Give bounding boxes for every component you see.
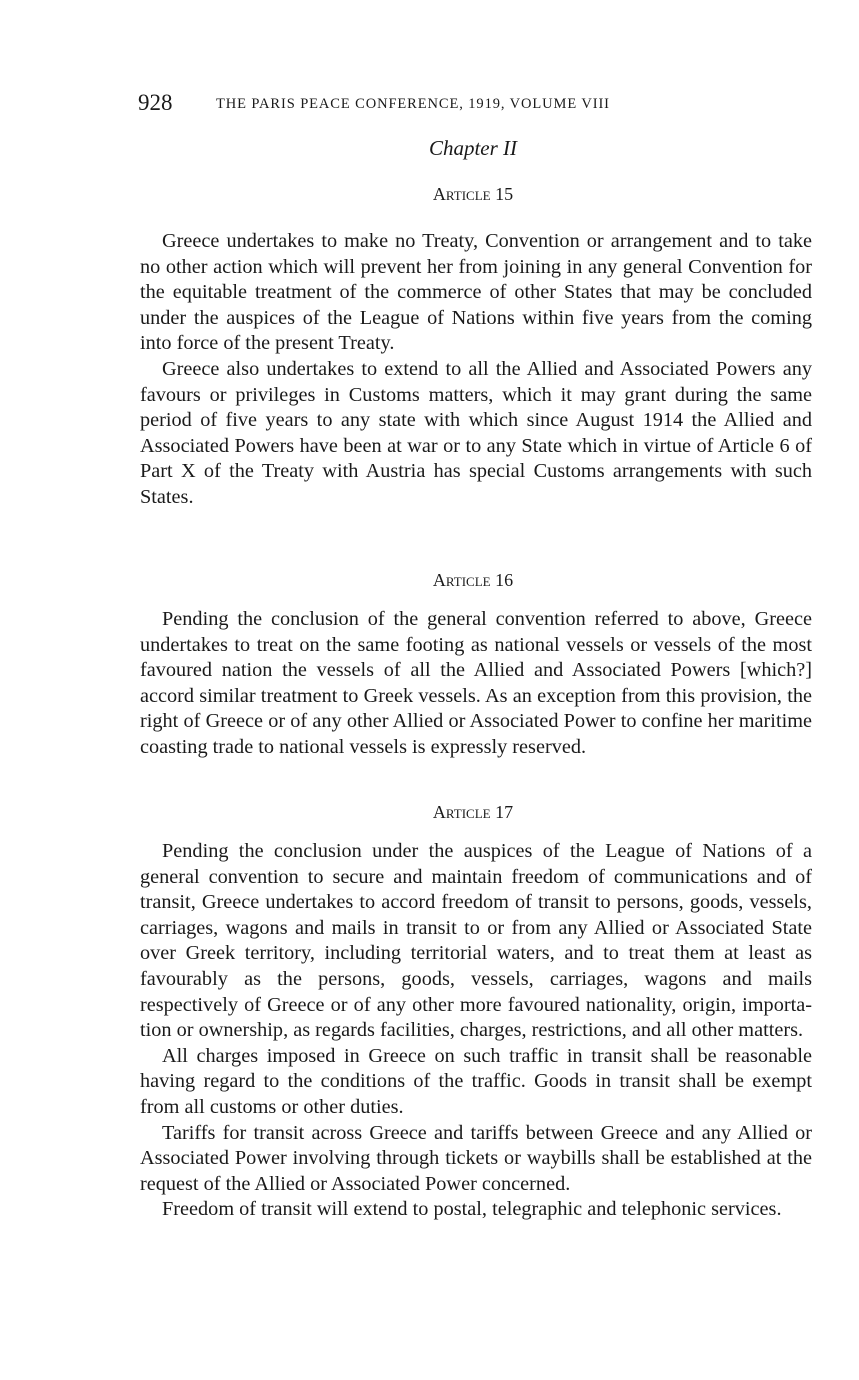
article-15-paragraph-2: Greece also undertakes to extend to all the Allied and Associated Powers any favours or privileges in Customs matters, which it may grant during the same period of five years to any state with which since August 1914 the Allied and Associated Powers have been at war or to any State which in virtue of Article 6 of Part X of the Treaty with Austria has special Customs arrangements with such States. — [140, 357, 812, 508]
chapter-heading: Chapter II — [428, 136, 518, 160]
article-15-heading: Article 15 — [432, 184, 514, 204]
article-15-paragraph-1: Greece undertakes to make no Treaty, Convention or arrangement and to take no other action which will prevent her from joining in any general Convention for the equitable treatment of the commerce of other States that may be concluded under the auspices of the League of Nations within five years from the coming into force of the present Treaty. — [140, 230, 812, 355]
article-17-heading: Article 17 — [432, 802, 514, 822]
article-17-paragraph-4: Freedom of transit will extend to postal, telegraphic and telephonic services. — [162, 1198, 782, 1221]
running-head-title: THE PARIS PEACE CONFERENCE, 1919, VOLUME VIII — [216, 96, 610, 112]
article-17-paragraph-1: Pending the conclusion under the auspices of the League of Nations of a general convention to secure and maintain freedom of communications and of transit, Greece undertakes to accord freedom of transit to persons, goods, vessels, carriages, wagons and mails in transit to or from any Allied or Associated State over Greek territory, including territorial waters, and to treat them at least as favourably as the persons, goods, vessels, carriages, wagons and mails respectively of Greece or of any other more favoured nationality, origin, importation or ownership, as regards facilities, charges, restrictions, and all other matters. — [140, 840, 812, 1042]
article-15-body — [140, 229, 812, 511]
article-17-paragraph-3: Tariffs for transit across Greece and tariffs between Greece and any Allied or Associated Power involving through tickets or waybills shall be established at the request of the Allied or Associated Power concerned. — [140, 1121, 812, 1195]
article-17-body — [140, 839, 812, 1223]
article-17-paragraph-2: All charges imposed in Greece on such traffic in transit shall be reasonable having regard to the conditions of the traffic. Goods in transit shall be exempt from all customs or other duties. — [140, 1044, 812, 1118]
running-head — [138, 88, 818, 118]
article-16-paragraph-1: Pending the conclusion of the general convention referred to above, Greece undertakes to treat on the same footing as national vessels or vessels of the most favoured nation the vessels of all the Allied and Associated Powers [which?] accord similar treatment to Greek vessels. As an exception from this provision, the right of Greece or of any other Allied or Associated Power to confine her maritime coasting trade to national vessels is expressly reserved. — [140, 608, 812, 758]
page-number: 928 — [138, 90, 173, 115]
article-16-heading: Article 16 — [432, 570, 514, 590]
article-16-body — [140, 607, 812, 761]
